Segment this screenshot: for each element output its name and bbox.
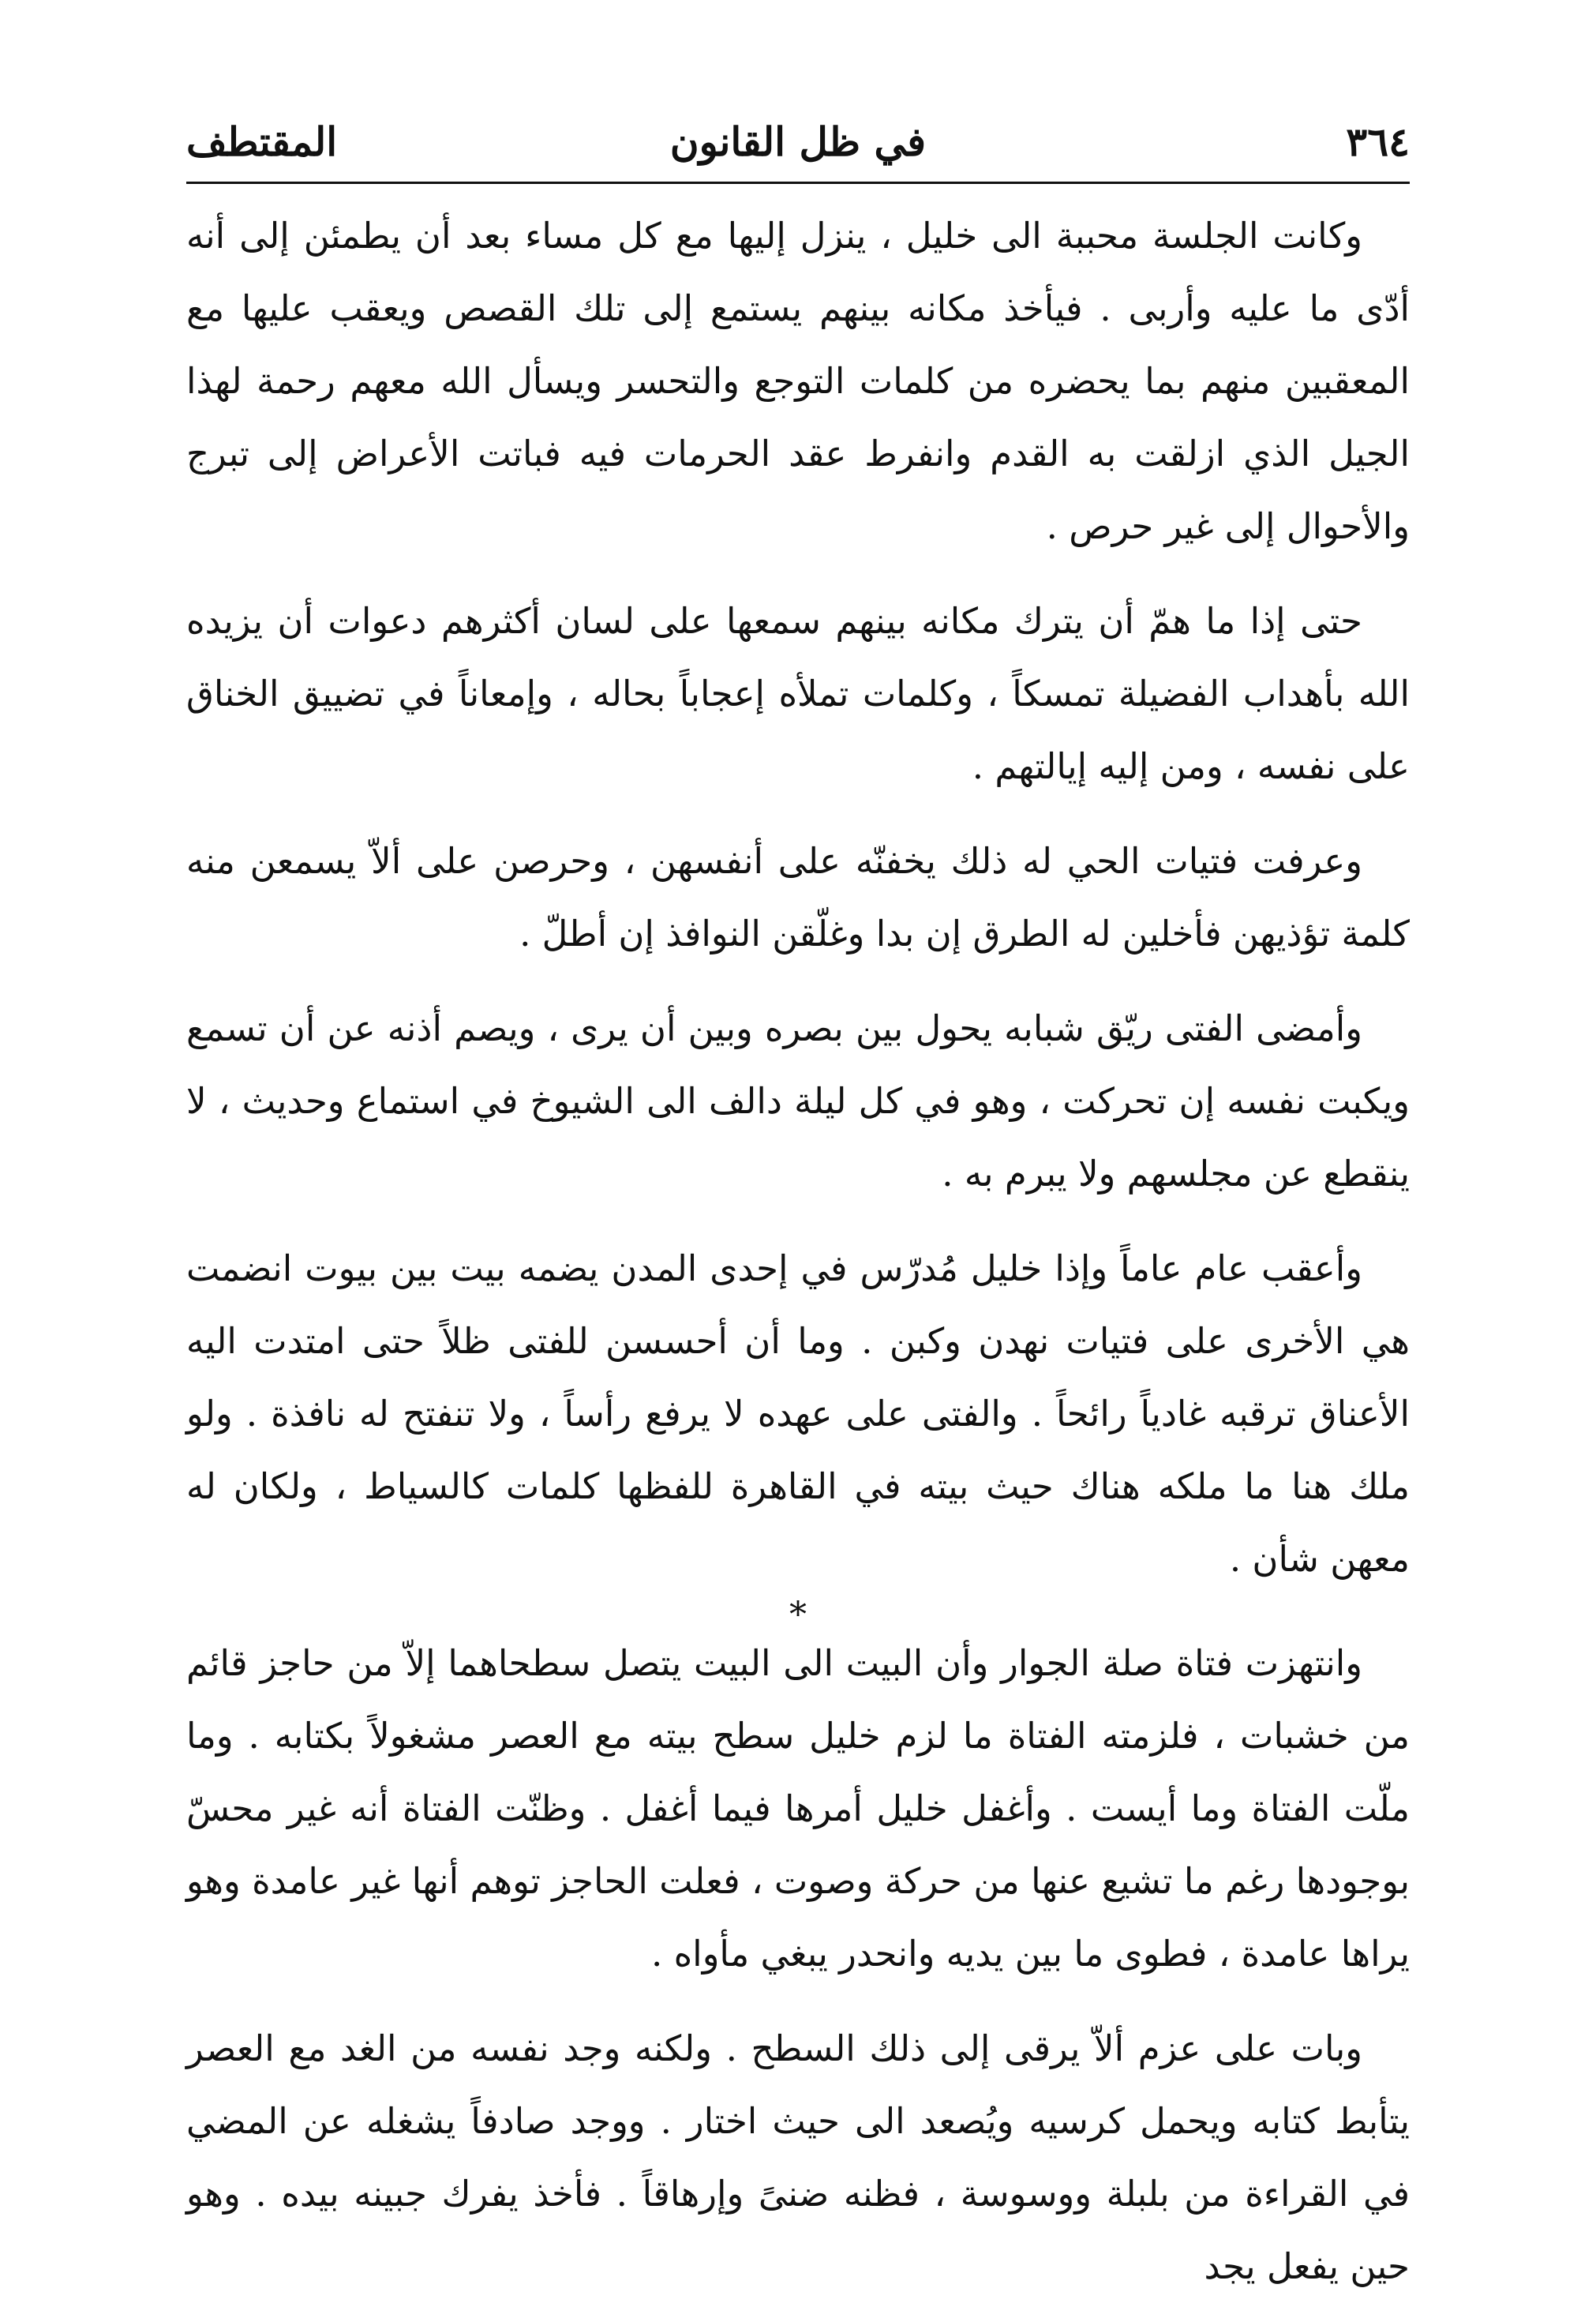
body-text: [186, 200, 1410, 2303]
page-header: [186, 118, 1410, 174]
journal-name: المقتطف: [186, 118, 338, 165]
paragraph: وانتهزت فتاة صلة الجوار وأن البيت الى البيت يتصل سطحاهما إلاّ من حاجز قائم من خشبات ، فلزمته الفتاة ما لزم خليل سطح بيته مع العصر مشغولاً بكتابه . وما ملّت الفتاة وما أيست . وأغفل خليل أمرها فيما أغفل . وظنّت الفتاة أنه غير محسّ بوجودها رغم ما تشيع عنها من حركة وصوت ، فعلت الحاجز توهم أنها غير عامدة وهو يراها عامدة ، فطوى ما بين يديه وانحدر يبغي مأواه .: [186, 1642, 1411, 1975]
paragraph: وأعقب عام عاماً وإذا خليل مُدرّس في إحدى المدن يضمه بيت بين بيوت انضمت هي الأخرى على فتيات نهدن وكبن . وما أن أحسسن للفتى ظلاً حتى امتدت اليه الأعناق ترقبه غادياً رائحاً . والفتى على عهده لا يرفع رأساً ، ولا تنفتح له نافذة . ولو ملك هنا ما ملكه هناك حيث بيته في القاهرة للفظها كلمات كالسياط ، ولكان له معهن شأن .: [186, 1247, 1410, 1580]
paragraph: وعرفت فتيات الحي له ذلك يخفنّه على أنفسهن ، وحرصن على ألاّ يسمعن منه كلمة تؤذيهن فأخلين له الطرق إن بدا وغلّقن النوافذ إن أطلّ .: [186, 840, 1410, 955]
section-separator: *: [789, 1595, 807, 1635]
document-page: [186, 118, 1411, 2287]
paragraph: وأمضى الفتى ريّق شبابه يحول بين بصره وبين أن يرى ، ويصم أذنه عن أن تسمع ويكبت نفسه إن تحركت ، وهو في كل ليلة دالف الى الشيوخ في استماع وحديث ، لا ينقطع عن مجلسهم ولا يبرم به .: [186, 1007, 1410, 1195]
header-rule: [186, 182, 1410, 184]
paragraph: وبات على عزم ألاّ يرقى إلى ذلك السطح . ولكنه وجد نفسه من الغد مع العصر يتأبط كتابه ويحمل كرسيه ويُصعد الى حيث اختار . ووجد صادفاً يشغله عن المضي في القراءة من بلبلة ووسوسة ، فظنه ضنىً وإرهاقاً . فأخذ يفرك جبينه بيده . وهو حين يفعل يجد: [186, 2027, 1410, 2287]
paragraph: حتى إذا ما همّ أن يترك مكانه بينهم سمعها على لسان أكثرهم دعوات أن يزيده الله بأهداب الفضيلة تمسكاً ، وكلمات تملأه إعجاباً بحاله ، وإمعاناً في تضييق الخناق على نفسه ، ومن إليه إيالتهم .: [186, 600, 1410, 787]
page-number: ٣٦٤: [1346, 118, 1410, 165]
running-title: في ظل القانون: [669, 118, 927, 165]
paragraph: وكانت الجلسة محببة الى خليل ، ينزل إليها مع كل مساء بعد أن يطمئن إلى أنه أدّى ما عليه وأربى . فيأخذ مكانه بينهم يستمع إلى تلك القصص ويعقب عليها مع المعقبين منهم بما يحضره من كلمات التوجع والتحسر ويسأل الله معهم رحمة لهذا الجيل الذي ازلقت به القدم وانفرط عقد الحرمات فيه فباتت الأعراض إلى تبرج والأحوال إلى غير حرص .: [186, 215, 1410, 547]
